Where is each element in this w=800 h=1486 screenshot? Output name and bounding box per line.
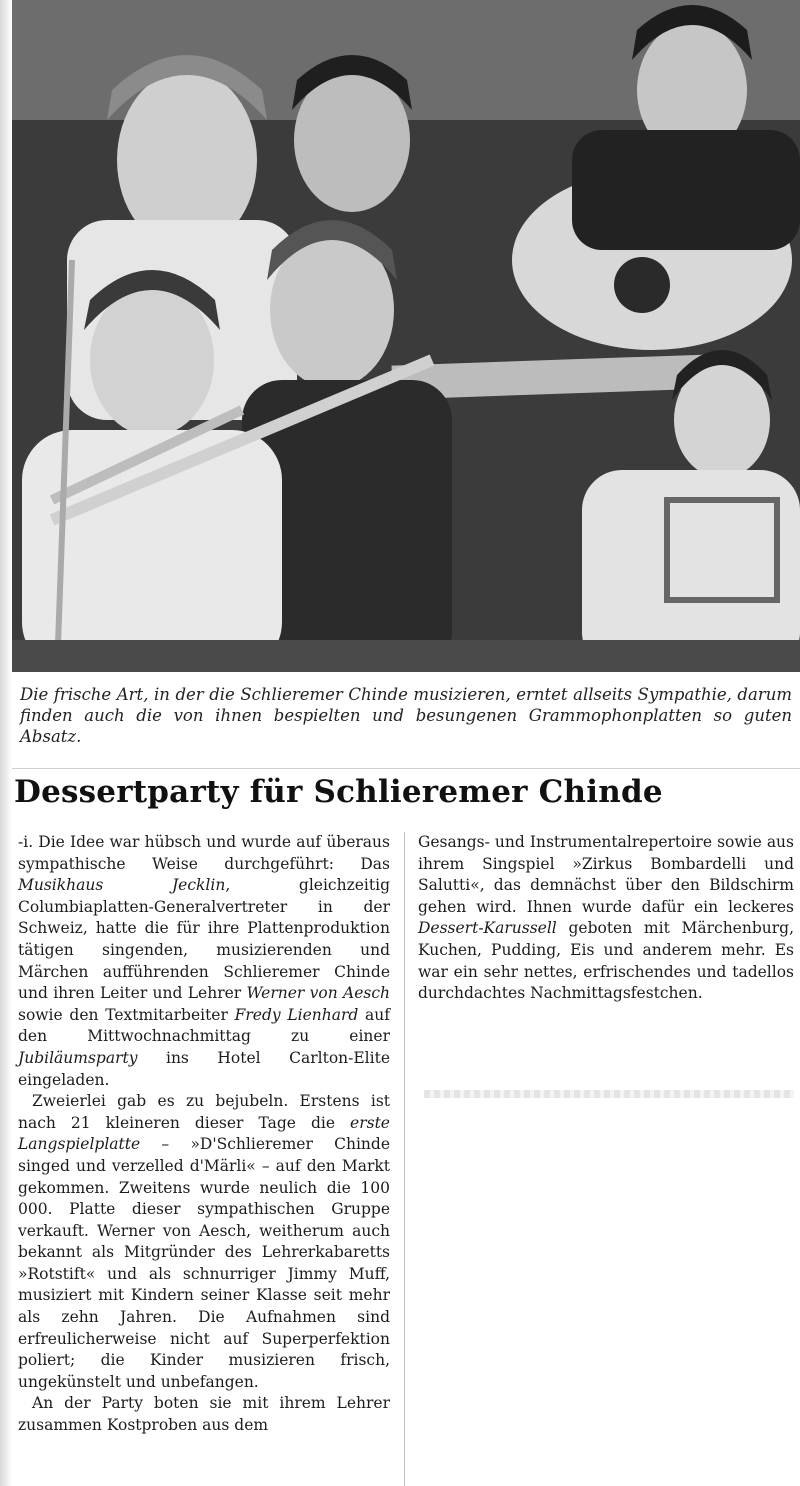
record-name: erste Langspielplatte <box>18 1113 390 1154</box>
paragraph-text: geboten mit Märchenburg, Kuchen, Pudding, Eis und anderem mehr. Es war ein sehr nettes, erfrischendes und tadellos durchdachtes Nachmittagsfestchen. <box>418 919 794 1003</box>
page-edge <box>0 0 12 1486</box>
article-paragraph <box>18 1091 390 1393</box>
paragraph-text: ins Hotel Carlton-Elite eingeladen. <box>18 1048 390 1089</box>
photo-caption: Die frische Art, in der die Schlieremer Chinde musizieren, erntet allseits Sympathie, darum finden auch die von ihnen bespielten und besungenen Grammophonplatten so guten Absatz. <box>20 685 792 746</box>
paragraph-text: -i. Die Idee war hübsch und wurde auf überaus sympathische Weise durchgeführt: Das <box>18 833 390 873</box>
article-paragraph <box>18 1393 390 1436</box>
print-smudge <box>424 1090 794 1098</box>
paragraph-text: sowie den Textmitarbeiter <box>18 1005 235 1024</box>
paragraph-text: Gesangs- und Instrumentalrepertoire sowie aus ihrem Singspiel »Zirkus Bombardelli und Salutti«, das demnächst über den Bildschirm gehen wird. Ihnen wurde dafür ein leckeres <box>418 833 794 916</box>
event-name: Jubiläumsparty <box>18 1048 138 1067</box>
company-name: Musikhaus Jecklin <box>18 876 226 895</box>
paragraph-text: An der Party boten sie mit ihrem Lehrer zusammen Kostproben aus dem <box>18 1394 390 1435</box>
photo <box>12 0 800 672</box>
photo-children-musicians <box>12 0 800 672</box>
child-face <box>90 284 214 436</box>
article-paragraph <box>18 832 390 1091</box>
divider <box>12 768 800 769</box>
person-name: Werner von Aesch <box>246 984 390 1003</box>
article-column-right <box>418 832 794 1005</box>
paragraph-text: – »D'Schlieremer Chinde singed und verzelled d'Märli« – auf den Markt gekommen. Zweitens wurde neulich die 100 000. Platte dieser sympathischen Gruppe verkauft. Werner von Aesch, weitherum auch bekannt als Mitgründer des Lehrerkabaretts »Rotstift« und als schnurriger Jimmy Muff, musiziert mit Kindern seiner Klasse seit mehr als zehn Jahren. Die Aufnahmen sind erfreulicherweise nicht auf Superperfektion poliert; die Kinder musizieren frisch, ungekünstelt und unbefangen. <box>18 1135 390 1391</box>
article-headline: Dessertparty für Schlieremer Chinde <box>14 774 663 810</box>
column-divider <box>404 832 405 1486</box>
dessert-name: Dessert-Karussell <box>418 919 557 938</box>
paragraph-text: auf den Mittwochnachmittag zu einer <box>18 1005 390 1046</box>
article-column-left <box>18 832 390 1437</box>
person-name: Fredy Lienhard <box>234 1005 359 1024</box>
paragraph-text: Zweierlei gab es zu bejubeln. Erstens ist nach 21 kleineren dieser Tage die <box>18 1092 390 1132</box>
article-paragraph <box>418 832 794 1005</box>
paragraph-text: , gleichzeitig Columbiaplatten-Generalvertreter in der Schweiz, hatte die für ihre Plattenproduktion tätigen singenden, musizierenden und Märchen aufführenden Schlieremer Chinde und ihren Leiter und Lehrer <box>18 876 391 1003</box>
